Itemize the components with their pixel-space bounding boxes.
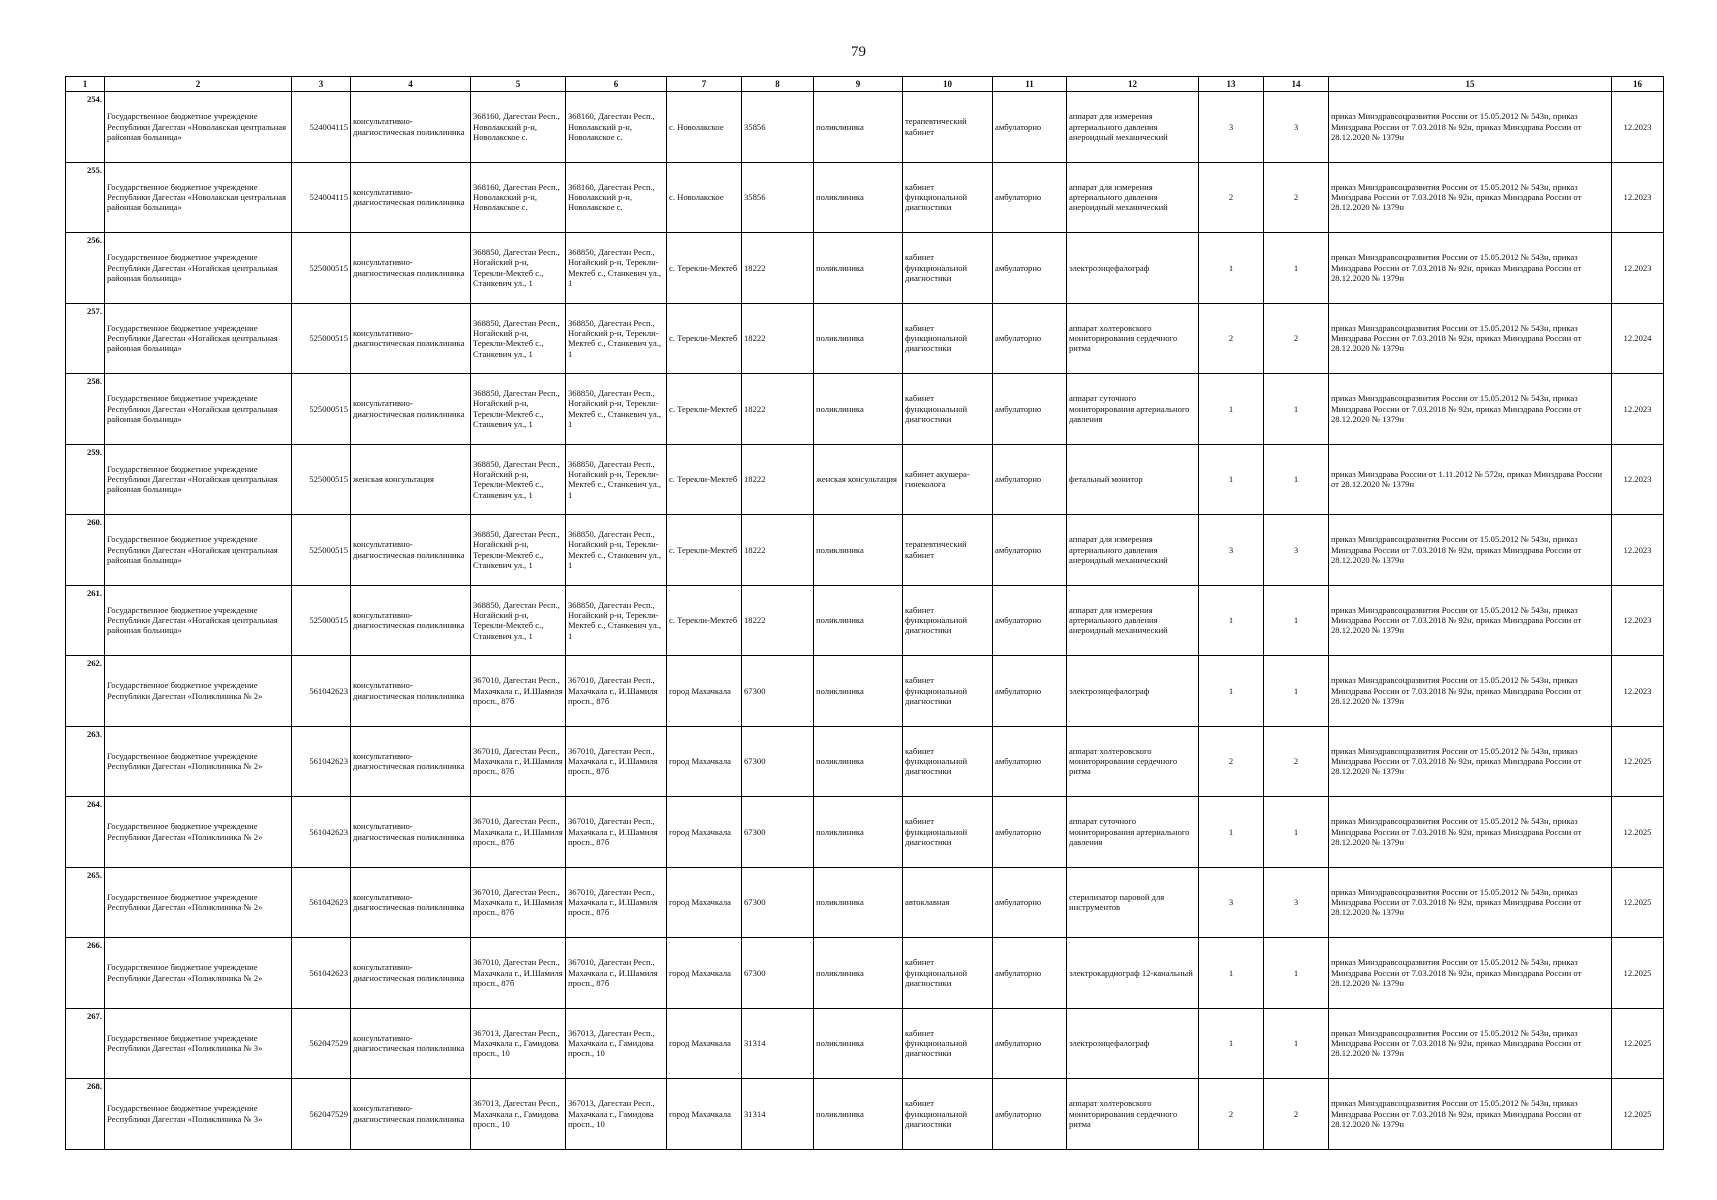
cell-regulation: приказ Минздравсоцразвития России от 15.05.2012 № 543н, приказ Минздрава России от 7.03.2018 № 92н, приказ Минздрава России от 28.12.2020 № 1379н xyxy=(1329,303,1612,374)
cell-settlement: с. Терекли-Мектеб xyxy=(667,303,742,374)
cell-organization: Государственное бюджетное учреждение Республики Дагестан «Ногайская центральная районная больница» xyxy=(105,585,292,656)
cell-row-number: 257. xyxy=(66,303,105,374)
cell-settlement: город Махачкала xyxy=(667,797,742,868)
cell-deadline: 12.2025 xyxy=(1612,938,1664,1009)
cell-legal-address: 368160, Дагестан Респ., Новолакский р-н, Новолакское с. xyxy=(471,92,566,163)
cell-legal-address: 368160, Дагестан Респ., Новолакский р-н, Новолакское с. xyxy=(471,162,566,233)
cell-code: 561042623 xyxy=(292,797,351,868)
cell-care-form: амбулаторно xyxy=(993,303,1067,374)
cell-deadline: 12.2025 xyxy=(1612,1079,1664,1150)
cell-equipment: аппарат для измерения артериального давления анероидный механический xyxy=(1067,585,1199,656)
cell-unit-type: консультативно-диагностическая поликлиника xyxy=(351,374,471,445)
cell-regulation: приказ Минздравсоцразвития России от 15.05.2012 № 543н, приказ Минздрава России от 7.03.2018 № 92н, приказ Минздрава России от 28.12.2020 № 1379н xyxy=(1329,726,1612,797)
cell-code: 525000515 xyxy=(292,515,351,586)
cell-legal-address: 368850, Дагестан Респ., Ногайский р-н, Терекли-Мектеб с., Станкевич ул., 1 xyxy=(471,585,566,656)
cell-code: 524004115 xyxy=(292,92,351,163)
cell-organization: Государственное бюджетное учреждение Республики Дагестан «Ногайская центральная районная больница» xyxy=(105,233,292,304)
table-row xyxy=(66,656,1664,727)
cell-population: 31314 xyxy=(742,1008,814,1079)
cell-organization: Государственное бюджетное учреждение Республики Дагестан «Ногайская центральная районная больница» xyxy=(105,444,292,515)
cell-settlement: город Махачкала xyxy=(667,938,742,1009)
header-cell: 10 xyxy=(903,77,993,92)
cell-row-number: 262. xyxy=(66,656,105,727)
cell-row-number: 255. xyxy=(66,162,105,233)
cell-room: кабинет функциональной диагностики xyxy=(903,162,993,233)
cell-population: 67300 xyxy=(742,938,814,1009)
cell-deadline: 12.2025 xyxy=(1612,726,1664,797)
cell-settlement: с. Терекли-Мектеб xyxy=(667,585,742,656)
cell-care-form: амбулаторно xyxy=(993,233,1067,304)
cell-code: 525000515 xyxy=(292,585,351,656)
cell-organization: Государственное бюджетное учреждение Республики Дагестан «Поликлиника № 3» xyxy=(105,1079,292,1150)
cell-legal-address: 367013, Дагестан Респ., Махачкала г., Гамидова просп., 10 xyxy=(471,1079,566,1150)
cell-care-form: амбулаторно xyxy=(993,585,1067,656)
cell-equipment: аппарат суточного мониторирования артериального давления xyxy=(1067,374,1199,445)
cell-room: кабинет акушера-гинеколога xyxy=(903,444,993,515)
cell-population: 31314 xyxy=(742,1079,814,1150)
cell-regulation: приказ Минздравсоцразвития России от 15.05.2012 № 543н, приказ Минздрава России от 7.03.2018 № 92н, приказ Минздрава России от 28.12.2020 № 1379н xyxy=(1329,92,1612,163)
cell-actual-address: 368850, Дагестан Респ., Ногайский р-н, Терекли-Мектеб с., Станкевич ул., 1 xyxy=(566,515,667,586)
cell-deadline: 12.2023 xyxy=(1612,162,1664,233)
cell-population: 67300 xyxy=(742,656,814,727)
header-cell: 16 xyxy=(1612,77,1664,92)
cell-unit-type: консультативно-диагностическая поликлиника xyxy=(351,1079,471,1150)
cell-actual-address: 368850, Дагестан Респ., Ногайский р-н, Терекли-Мектеб с., Станкевич ул., 1 xyxy=(566,233,667,304)
cell-settlement: с. Терекли-Мектеб xyxy=(667,444,742,515)
cell-quantity-needed: 2 xyxy=(1199,303,1264,374)
cell-division-type: поликлиника xyxy=(814,515,903,586)
header-cell: 3 xyxy=(292,77,351,92)
cell-quantity-needed: 3 xyxy=(1199,515,1264,586)
cell-population: 67300 xyxy=(742,726,814,797)
cell-code: 561042623 xyxy=(292,867,351,938)
cell-legal-address: 367010, Дагестан Респ., Махачкала г., И.Шамиля просп., 87б xyxy=(471,797,566,868)
table-row xyxy=(66,726,1664,797)
cell-population: 18222 xyxy=(742,233,814,304)
cell-quantity-planned: 3 xyxy=(1264,92,1329,163)
cell-equipment: электрокардиограф 12-канальный xyxy=(1067,938,1199,1009)
cell-quantity-planned: 1 xyxy=(1264,374,1329,445)
cell-quantity-planned: 2 xyxy=(1264,303,1329,374)
cell-equipment: аппарат для измерения артериального давления анероидный механический xyxy=(1067,515,1199,586)
cell-unit-type: консультативно-диагностическая поликлиника xyxy=(351,867,471,938)
cell-care-form: амбулаторно xyxy=(993,444,1067,515)
cell-equipment: аппарат холтеровского мониторирования сердечного ритма xyxy=(1067,726,1199,797)
cell-actual-address: 367013, Дагестан Респ., Махачкала г., Гамидова просп., 10 xyxy=(566,1079,667,1150)
header-cell: 5 xyxy=(471,77,566,92)
cell-row-number: 260. xyxy=(66,515,105,586)
cell-quantity-needed: 1 xyxy=(1199,656,1264,727)
cell-legal-address: 367010, Дагестан Респ., Махачкала г., И.Шамиля просп., 87б xyxy=(471,656,566,727)
cell-legal-address: 367010, Дагестан Респ., Махачкала г., И.Шамиля просп., 87б xyxy=(471,867,566,938)
cell-equipment: аппарат для измерения артериального давления анероидный механический xyxy=(1067,92,1199,163)
cell-regulation: приказ Минздравсоцразвития России от 15.05.2012 № 543н, приказ Минздрава России от 7.03.2018 № 92н, приказ Минздрава России от 28.12.2020 № 1379н xyxy=(1329,162,1612,233)
header-cell: 4 xyxy=(351,77,471,92)
cell-unit-type: консультативно-диагностическая поликлиника xyxy=(351,656,471,727)
cell-quantity-needed: 2 xyxy=(1199,726,1264,797)
cell-regulation: приказ Минздравсоцразвития России от 15.05.2012 № 543н, приказ Минздрава России от 7.03.2018 № 92н, приказ Минздрава России от 28.12.2020 № 1379н xyxy=(1329,374,1612,445)
cell-division-type: поликлиника xyxy=(814,1008,903,1079)
cell-code: 525000515 xyxy=(292,444,351,515)
cell-equipment: аппарат суточного мониторирования артериального давления xyxy=(1067,797,1199,868)
table-row xyxy=(66,938,1664,1009)
cell-division-type: поликлиника xyxy=(814,92,903,163)
cell-room: кабинет функциональной диагностики xyxy=(903,656,993,727)
cell-deadline: 12.2024 xyxy=(1612,303,1664,374)
cell-deadline: 12.2023 xyxy=(1612,92,1664,163)
table-row xyxy=(66,233,1664,304)
cell-organization: Государственное бюджетное учреждение Республики Дагестан «Ногайская центральная районная больница» xyxy=(105,303,292,374)
cell-regulation: приказ Минздравсоцразвития России от 15.05.2012 № 543н, приказ Минздрава России от 7.03.2018 № 92н, приказ Минздрава России от 28.12.2020 № 1379н xyxy=(1329,585,1612,656)
cell-settlement: с. Терекли-Мектеб xyxy=(667,233,742,304)
cell-population: 18222 xyxy=(742,374,814,445)
cell-code: 562047529 xyxy=(292,1079,351,1150)
cell-quantity-needed: 2 xyxy=(1199,1079,1264,1150)
cell-population: 35856 xyxy=(742,92,814,163)
cell-code: 524004115 xyxy=(292,162,351,233)
cell-quantity-needed: 1 xyxy=(1199,444,1264,515)
cell-organization: Государственное бюджетное учреждение Республики Дагестан «Поликлиника № 2» xyxy=(105,656,292,727)
cell-actual-address: 368850, Дагестан Респ., Ногайский р-н, Терекли-Мектеб с., Станкевич ул., 1 xyxy=(566,303,667,374)
cell-quantity-needed: 1 xyxy=(1199,585,1264,656)
cell-room: терапевтический кабинет xyxy=(903,515,993,586)
cell-deadline: 12.2025 xyxy=(1612,797,1664,868)
cell-room: кабинет функциональной диагностики xyxy=(903,797,993,868)
header-cell: 6 xyxy=(566,77,667,92)
cell-unit-type: консультативно-диагностическая поликлиника xyxy=(351,726,471,797)
table-row xyxy=(66,1079,1664,1150)
cell-quantity-needed: 1 xyxy=(1199,233,1264,304)
cell-settlement: с. Новолакское xyxy=(667,92,742,163)
cell-care-form: амбулаторно xyxy=(993,797,1067,868)
cell-unit-type: консультативно-диагностическая поликлиника xyxy=(351,515,471,586)
cell-actual-address: 367010, Дагестан Респ., Махачкала г., И.Шамиля просп., 87б xyxy=(566,726,667,797)
cell-settlement: город Махачкала xyxy=(667,1079,742,1150)
page-number: 79 xyxy=(851,44,866,60)
cell-organization: Государственное бюджетное учреждение Республики Дагестан «Поликлиника № 3» xyxy=(105,1008,292,1079)
cell-population: 67300 xyxy=(742,797,814,868)
cell-quantity-needed: 1 xyxy=(1199,938,1264,1009)
cell-regulation: приказ Минздрава России от 1.11.2012 № 572н, приказ Минздрава России от 28.12.2020 № 1379н xyxy=(1329,444,1612,515)
cell-division-type: поликлиника xyxy=(814,797,903,868)
cell-division-type: поликлиника xyxy=(814,726,903,797)
cell-regulation: приказ Минздравсоцразвития России от 15.05.2012 № 543н, приказ Минздрава России от 7.03.2018 № 92н, приказ Минздрава России от 28.12.2020 № 1379н xyxy=(1329,1008,1612,1079)
cell-organization: Государственное бюджетное учреждение Республики Дагестан «Поликлиника № 2» xyxy=(105,797,292,868)
cell-division-type: поликлиника xyxy=(814,233,903,304)
cell-actual-address: 368850, Дагестан Респ., Ногайский р-н, Терекли-Мектеб с., Станкевич ул., 1 xyxy=(566,585,667,656)
cell-equipment: стерилизатор паровой для инструментов xyxy=(1067,867,1199,938)
header-cell: 12 xyxy=(1067,77,1199,92)
cell-actual-address: 368160, Дагестан Респ., Новолакский р-н, Новолакское с. xyxy=(566,162,667,233)
header-cell: 7 xyxy=(667,77,742,92)
cell-unit-type: консультативно-диагностическая поликлиника xyxy=(351,233,471,304)
cell-room: кабинет функциональной диагностики xyxy=(903,726,993,797)
cell-code: 561042623 xyxy=(292,656,351,727)
cell-legal-address: 368850, Дагестан Респ., Ногайский р-н, Терекли-Мектеб с., Станкевич ул., 1 xyxy=(471,374,566,445)
header-row xyxy=(66,77,1664,92)
table-row xyxy=(66,92,1664,163)
cell-code: 525000515 xyxy=(292,374,351,445)
cell-deadline: 12.2023 xyxy=(1612,515,1664,586)
header-cell: 11 xyxy=(993,77,1067,92)
header-cell: 8 xyxy=(742,77,814,92)
equipment-table xyxy=(65,76,1664,1150)
cell-settlement: город Махачкала xyxy=(667,726,742,797)
cell-population: 18222 xyxy=(742,515,814,586)
cell-deadline: 12.2023 xyxy=(1612,585,1664,656)
cell-room: кабинет функциональной диагностики xyxy=(903,303,993,374)
cell-care-form: амбулаторно xyxy=(993,374,1067,445)
cell-regulation: приказ Минздравсоцразвития России от 15.05.2012 № 543н, приказ Минздрава России от 7.03.2018 № 92н, приказ Минздрава России от 28.12.2020 № 1379н xyxy=(1329,1079,1612,1150)
cell-quantity-planned: 1 xyxy=(1264,938,1329,1009)
header-cell: 14 xyxy=(1264,77,1329,92)
cell-row-number: 266. xyxy=(66,938,105,1009)
cell-regulation: приказ Минздравсоцразвития России от 15.05.2012 № 543н, приказ Минздрава России от 7.03.2018 № 92н, приказ Минздрава России от 28.12.2020 № 1379н xyxy=(1329,233,1612,304)
cell-code: 525000515 xyxy=(292,303,351,374)
cell-room: автоклавная xyxy=(903,867,993,938)
cell-code: 561042623 xyxy=(292,938,351,1009)
cell-settlement: город Махачкала xyxy=(667,867,742,938)
cell-equipment: электроэнцефалограф xyxy=(1067,1008,1199,1079)
cell-care-form: амбулаторно xyxy=(993,867,1067,938)
cell-division-type: поликлиника xyxy=(814,938,903,1009)
cell-quantity-planned: 3 xyxy=(1264,867,1329,938)
cell-unit-type: консультативно-диагностическая поликлиника xyxy=(351,92,471,163)
cell-legal-address: 368850, Дагестан Респ., Ногайский р-н, Терекли-Мектеб с., Станкевич ул., 1 xyxy=(471,515,566,586)
cell-organization: Государственное бюджетное учреждение Республики Дагестан «Ногайская центральная районная больница» xyxy=(105,374,292,445)
cell-row-number: 263. xyxy=(66,726,105,797)
cell-actual-address: 367013, Дагестан Респ., Махачкала г., Гамидова просп., 10 xyxy=(566,1008,667,1079)
cell-quantity-needed: 1 xyxy=(1199,1008,1264,1079)
cell-room: кабинет функциональной диагностики xyxy=(903,233,993,304)
cell-division-type: поликлиника xyxy=(814,303,903,374)
cell-care-form: амбулаторно xyxy=(993,656,1067,727)
cell-deadline: 12.2025 xyxy=(1612,867,1664,938)
cell-actual-address: 367010, Дагестан Респ., Махачкала г., И.Шамиля просп., 87б xyxy=(566,656,667,727)
cell-equipment: аппарат холтеровского мониторирования сердечного ритма xyxy=(1067,1079,1199,1150)
cell-row-number: 264. xyxy=(66,797,105,868)
cell-code: 561042623 xyxy=(292,726,351,797)
cell-regulation: приказ Минздравсоцразвития России от 15.05.2012 № 543н, приказ Минздрава России от 7.03.2018 № 92н, приказ Минздрава России от 28.12.2020 № 1379н xyxy=(1329,656,1612,727)
cell-division-type: поликлиника xyxy=(814,1079,903,1150)
cell-quantity-planned: 1 xyxy=(1264,797,1329,868)
cell-actual-address: 367010, Дагестан Респ., Махачкала г., И.Шамиля просп., 87б xyxy=(566,797,667,868)
cell-equipment: электроэнцефалограф xyxy=(1067,233,1199,304)
cell-care-form: амбулаторно xyxy=(993,938,1067,1009)
table-row xyxy=(66,585,1664,656)
cell-legal-address: 367010, Дагестан Респ., Махачкала г., И.Шамиля просп., 87б xyxy=(471,938,566,1009)
cell-room: терапевтический кабинет xyxy=(903,92,993,163)
cell-unit-type: консультативно-диагностическая поликлиника xyxy=(351,162,471,233)
cell-care-form: амбулаторно xyxy=(993,726,1067,797)
cell-organization: Государственное бюджетное учреждение Республики Дагестан «Новолакская центральная районная больница» xyxy=(105,162,292,233)
cell-row-number: 258. xyxy=(66,374,105,445)
cell-quantity-planned: 1 xyxy=(1264,656,1329,727)
cell-unit-type: женская консультация xyxy=(351,444,471,515)
header-cell: 1 xyxy=(66,77,105,92)
cell-settlement: с. Терекли-Мектеб xyxy=(667,374,742,445)
cell-settlement: город Махачкала xyxy=(667,1008,742,1079)
cell-quantity-needed: 1 xyxy=(1199,797,1264,868)
cell-deadline: 12.2023 xyxy=(1612,656,1664,727)
cell-quantity-planned: 1 xyxy=(1264,233,1329,304)
cell-unit-type: консультативно-диагностическая поликлиника xyxy=(351,797,471,868)
table-row xyxy=(66,1008,1664,1079)
cell-organization: Государственное бюджетное учреждение Республики Дагестан «Новолакская центральная районная больница» xyxy=(105,92,292,163)
cell-row-number: 256. xyxy=(66,233,105,304)
header-cell: 9 xyxy=(814,77,903,92)
cell-row-number: 254. xyxy=(66,92,105,163)
header-cell: 13 xyxy=(1199,77,1264,92)
cell-room: кабинет функциональной диагностики xyxy=(903,938,993,1009)
cell-population: 18222 xyxy=(742,585,814,656)
cell-room: кабинет функциональной диагностики xyxy=(903,374,993,445)
cell-quantity-planned: 1 xyxy=(1264,444,1329,515)
cell-organization: Государственное бюджетное учреждение Республики Дагестан «Поликлиника № 2» xyxy=(105,938,292,1009)
cell-quantity-planned: 2 xyxy=(1264,726,1329,797)
table-row xyxy=(66,867,1664,938)
table-row xyxy=(66,374,1664,445)
cell-actual-address: 368850, Дагестан Респ., Ногайский р-н, Терекли-Мектеб с., Станкевич ул., 1 xyxy=(566,374,667,445)
cell-room: кабинет функциональной диагностики xyxy=(903,585,993,656)
table-row xyxy=(66,162,1664,233)
cell-legal-address: 367010, Дагестан Респ., Махачкала г., И.Шамиля просп., 87б xyxy=(471,726,566,797)
cell-population: 67300 xyxy=(742,867,814,938)
cell-row-number: 265. xyxy=(66,867,105,938)
cell-quantity-needed: 2 xyxy=(1199,162,1264,233)
cell-care-form: амбулаторно xyxy=(993,1079,1067,1150)
cell-legal-address: 368850, Дагестан Респ., Ногайский р-н, Терекли-Мектеб с., Станкевич ул., 1 xyxy=(471,233,566,304)
cell-code: 562047529 xyxy=(292,1008,351,1079)
cell-division-type: поликлиника xyxy=(814,585,903,656)
cell-organization: Государственное бюджетное учреждение Республики Дагестан «Ногайская центральная районная больница» xyxy=(105,515,292,586)
cell-room: кабинет функциональной диагностики xyxy=(903,1008,993,1079)
cell-actual-address: 367010, Дагестан Респ., Махачкала г., И.Шамиля просп., 87б xyxy=(566,867,667,938)
cell-code: 525000515 xyxy=(292,233,351,304)
cell-equipment: аппарат холтеровского мониторирования сердечного ритма xyxy=(1067,303,1199,374)
cell-quantity-needed: 3 xyxy=(1199,92,1264,163)
cell-unit-type: консультативно-диагностическая поликлиника xyxy=(351,1008,471,1079)
cell-room: кабинет функциональной диагностики xyxy=(903,1079,993,1150)
cell-row-number: 267. xyxy=(66,1008,105,1079)
cell-legal-address: 368850, Дагестан Респ., Ногайский р-н, Терекли-Мектеб с., Станкевич ул., 1 xyxy=(471,303,566,374)
header-cell: 15 xyxy=(1329,77,1612,92)
cell-organization: Государственное бюджетное учреждение Республики Дагестан «Поликлиника № 2» xyxy=(105,726,292,797)
cell-quantity-planned: 1 xyxy=(1264,585,1329,656)
cell-settlement: с. Терекли-Мектеб xyxy=(667,515,742,586)
cell-organization: Государственное бюджетное учреждение Республики Дагестан «Поликлиника № 2» xyxy=(105,867,292,938)
cell-settlement: город Махачкала xyxy=(667,656,742,727)
cell-actual-address: 367010, Дагестан Респ., Махачкала г., И.Шамиля просп., 87б xyxy=(566,938,667,1009)
cell-care-form: амбулаторно xyxy=(993,1008,1067,1079)
cell-deadline: 12.2023 xyxy=(1612,374,1664,445)
cell-deadline: 12.2025 xyxy=(1612,1008,1664,1079)
cell-actual-address: 368160, Дагестан Респ., Новолакский р-н, Новолакское с. xyxy=(566,92,667,163)
cell-quantity-planned: 1 xyxy=(1264,1008,1329,1079)
cell-care-form: амбулаторно xyxy=(993,92,1067,163)
cell-regulation: приказ Минздравсоцразвития России от 15.05.2012 № 543н, приказ Минздрава России от 7.03.2018 № 92н, приказ Минздрава России от 28.12.2020 № 1379н xyxy=(1329,515,1612,586)
cell-deadline: 12.2023 xyxy=(1612,444,1664,515)
cell-division-type: поликлиника xyxy=(814,656,903,727)
cell-equipment: аппарат для измерения артериального давления анероидный механический xyxy=(1067,162,1199,233)
cell-row-number: 261. xyxy=(66,585,105,656)
cell-care-form: амбулаторно xyxy=(993,515,1067,586)
cell-unit-type: консультативно-диагностическая поликлиника xyxy=(351,303,471,374)
header-cell: 2 xyxy=(105,77,292,92)
table-row xyxy=(66,515,1664,586)
cell-division-type: поликлиника xyxy=(814,374,903,445)
table-row xyxy=(66,444,1664,515)
cell-population: 35856 xyxy=(742,162,814,233)
table-row xyxy=(66,797,1664,868)
cell-regulation: приказ Минздравсоцразвития России от 15.05.2012 № 543н, приказ Минздрава России от 7.03.2018 № 92н, приказ Минздрава России от 28.12.2020 № 1379н xyxy=(1329,797,1612,868)
cell-division-type: женская консультация xyxy=(814,444,903,515)
cell-legal-address: 368850, Дагестан Респ., Ногайский р-н, Терекли-Мектеб с., Станкевич ул., 1 xyxy=(471,444,566,515)
cell-legal-address: 367013, Дагестан Респ., Махачкала г., Гамидова просп., 10 xyxy=(471,1008,566,1079)
cell-population: 18222 xyxy=(742,303,814,374)
cell-equipment: электроэнцефалограф xyxy=(1067,656,1199,727)
cell-care-form: амбулаторно xyxy=(993,162,1067,233)
cell-row-number: 268. xyxy=(66,1079,105,1150)
cell-quantity-planned: 3 xyxy=(1264,515,1329,586)
table-row xyxy=(66,303,1664,374)
cell-settlement: с. Новолакское xyxy=(667,162,742,233)
cell-equipment: фетальный монитор xyxy=(1067,444,1199,515)
cell-regulation: приказ Минздравсоцразвития России от 15.05.2012 № 543н, приказ Минздрава России от 7.03.2018 № 92н, приказ Минздрава России от 28.12.2020 № 1379н xyxy=(1329,867,1612,938)
cell-row-number: 259. xyxy=(66,444,105,515)
cell-actual-address: 368850, Дагестан Респ., Ногайский р-н, Терекли-Мектеб с., Станкевич ул., 1 xyxy=(566,444,667,515)
cell-regulation: приказ Минздравсоцразвития России от 15.05.2012 № 543н, приказ Минздрава России от 7.03.2018 № 92н, приказ Минздрава России от 28.12.2020 № 1379н xyxy=(1329,938,1612,1009)
cell-division-type: поликлиника xyxy=(814,162,903,233)
cell-quantity-planned: 2 xyxy=(1264,162,1329,233)
cell-unit-type: консультативно-диагностическая поликлиника xyxy=(351,938,471,1009)
cell-population: 18222 xyxy=(742,444,814,515)
cell-quantity-needed: 1 xyxy=(1199,374,1264,445)
cell-quantity-needed: 3 xyxy=(1199,867,1264,938)
cell-quantity-planned: 2 xyxy=(1264,1079,1329,1150)
cell-unit-type: консультативно-диагностическая поликлиника xyxy=(351,585,471,656)
cell-division-type: поликлиника xyxy=(814,867,903,938)
cell-deadline: 12.2023 xyxy=(1612,233,1664,304)
